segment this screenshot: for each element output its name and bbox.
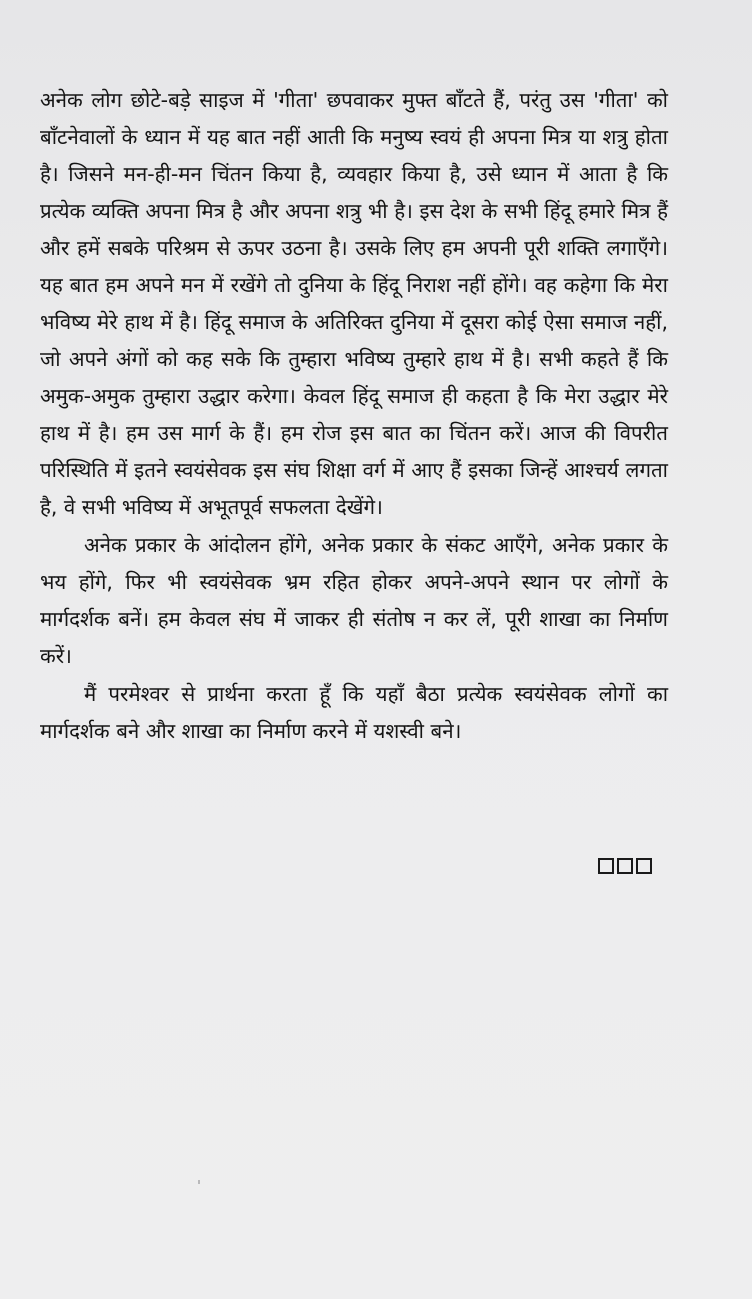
end-box-icon [636, 858, 652, 874]
paragraph-2: अनेक प्रकार के आंदोलन होंगे, अनेक प्रकार के संकट आएँगे, अनेक प्रकार के भय होंगे, फिर भी स्वयंसेवक भ्रम रहित होकर अपने-अपने स्थान पर लोगों के मार्गदर्शक बनें। हम केवल संघ में जाकर ही संतोष न कर लें, पूरी शाखा का निर्माण करें। [40, 533, 668, 668]
paragraph-3: मैं परमेश्वर से प्रार्थना करता हूँ कि यहाँ बैठा प्रत्येक स्वयंसेवक लोगों का मार्गदर्शक बने और शाखा का निर्माण करने में यशस्वी बने। [40, 682, 668, 743]
paragraph-1: अनेक लोग छोटे-बड़े साइज में 'गीता' छपवाकर मुफ्त बाँटते हैं, परंतु उस 'गीता' को बाँटनेवालों के ध्यान में यह बात नहीं आती कि मनुष्य स्वयं ही अपना मित्र या शत्रु होता है। जिसने मन-ही-मन चिंतन किया है, व्यवहार किया है, उसे ध्यान में आता है कि प्रत्येक व्यक्ति अपना मित्र है और अपना शत्रु भी है। इस देश के सभी हिंदू हमारे मित्र हैं और हमें सबके परिश्रम से ऊपर उठना है। उसके लिए हम अपनी पूरी शक्ति लगाएँगे। यह बात हम अपने मन में रखेंगे तो दुनिया के हिंदू निराश नहीं होंगे। वह कहेगा कि मेरा भविष्य मेरे हाथ में है। हिंदू समाज के अतिरिक्त दुनिया में दूसरा कोई ऐसा समाज नहीं, जो अपने अंगों को कह सके कि तुम्हारा भविष्य तुम्हारे हाथ में है। सभी कहते हैं कि अमुक-अमुक तुम्हारा उद्धार करेगा। केवल हिंदू समाज ही कहता है कि मेरा उद्धार मेरे हाथ में है। हम उस मार्ग के हैं। हम रोज इस बात का चिंतन करें। आज की विपरीत परिस्थिति में इतने स्वयंसेवक इस संघ शिक्षा वर्ग में आए हैं इसका जिन्हें आश्चर्य लगता है, वे सभी भविष्य में अभूतपूर्व सफलता देखेंगे। [40, 88, 668, 519]
body-text [40, 82, 668, 750]
end-box-icon [598, 858, 614, 874]
paper-speck [198, 1180, 200, 1184]
end-box-icon [617, 858, 633, 874]
section-end-mark [598, 858, 652, 874]
